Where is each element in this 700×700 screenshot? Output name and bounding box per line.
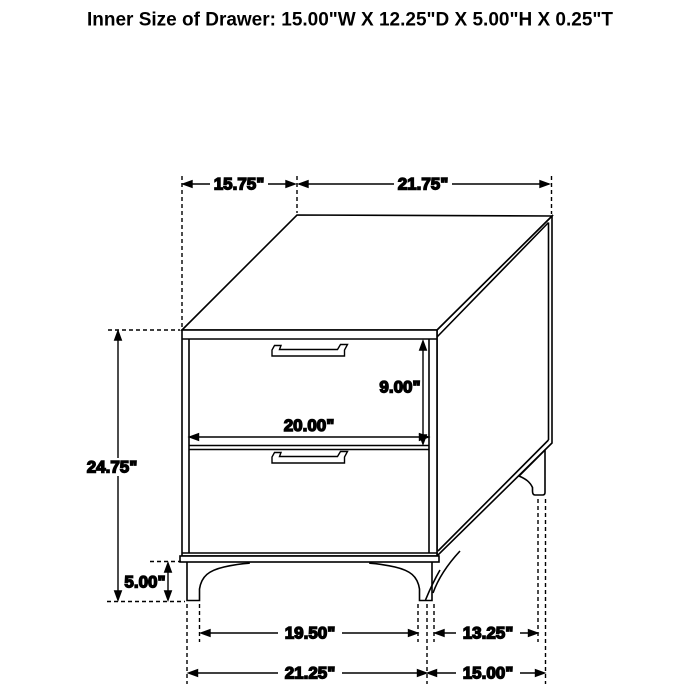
dim-side-feet-inner-label: 13.25" (462, 623, 514, 643)
page-title: Inner Size of Drawer: 15.00"W X 12.25"D X 5.00"H X 0.25"T (86, 9, 614, 31)
dim-drawer-width-label: 20.00" (283, 416, 335, 435)
dim-front-feet-outer-label: 21.25" (284, 663, 336, 683)
dim-overall-height-label: 24.75" (86, 457, 138, 477)
cabinet-bottom-slab (180, 556, 439, 562)
cabinet-front-face (182, 330, 437, 556)
dim-side-feet-outer-label: 15.00" (462, 663, 514, 683)
dim-drawer-height-label: 9.00" (379, 377, 421, 397)
dim-top-depth-label: 15.75" (213, 174, 265, 194)
dim-top-width-label: 21.75" (397, 174, 449, 194)
dim-leg-height-label: 5.00" (124, 572, 166, 592)
dim-front-feet-inner-label: 19.50" (284, 623, 336, 643)
